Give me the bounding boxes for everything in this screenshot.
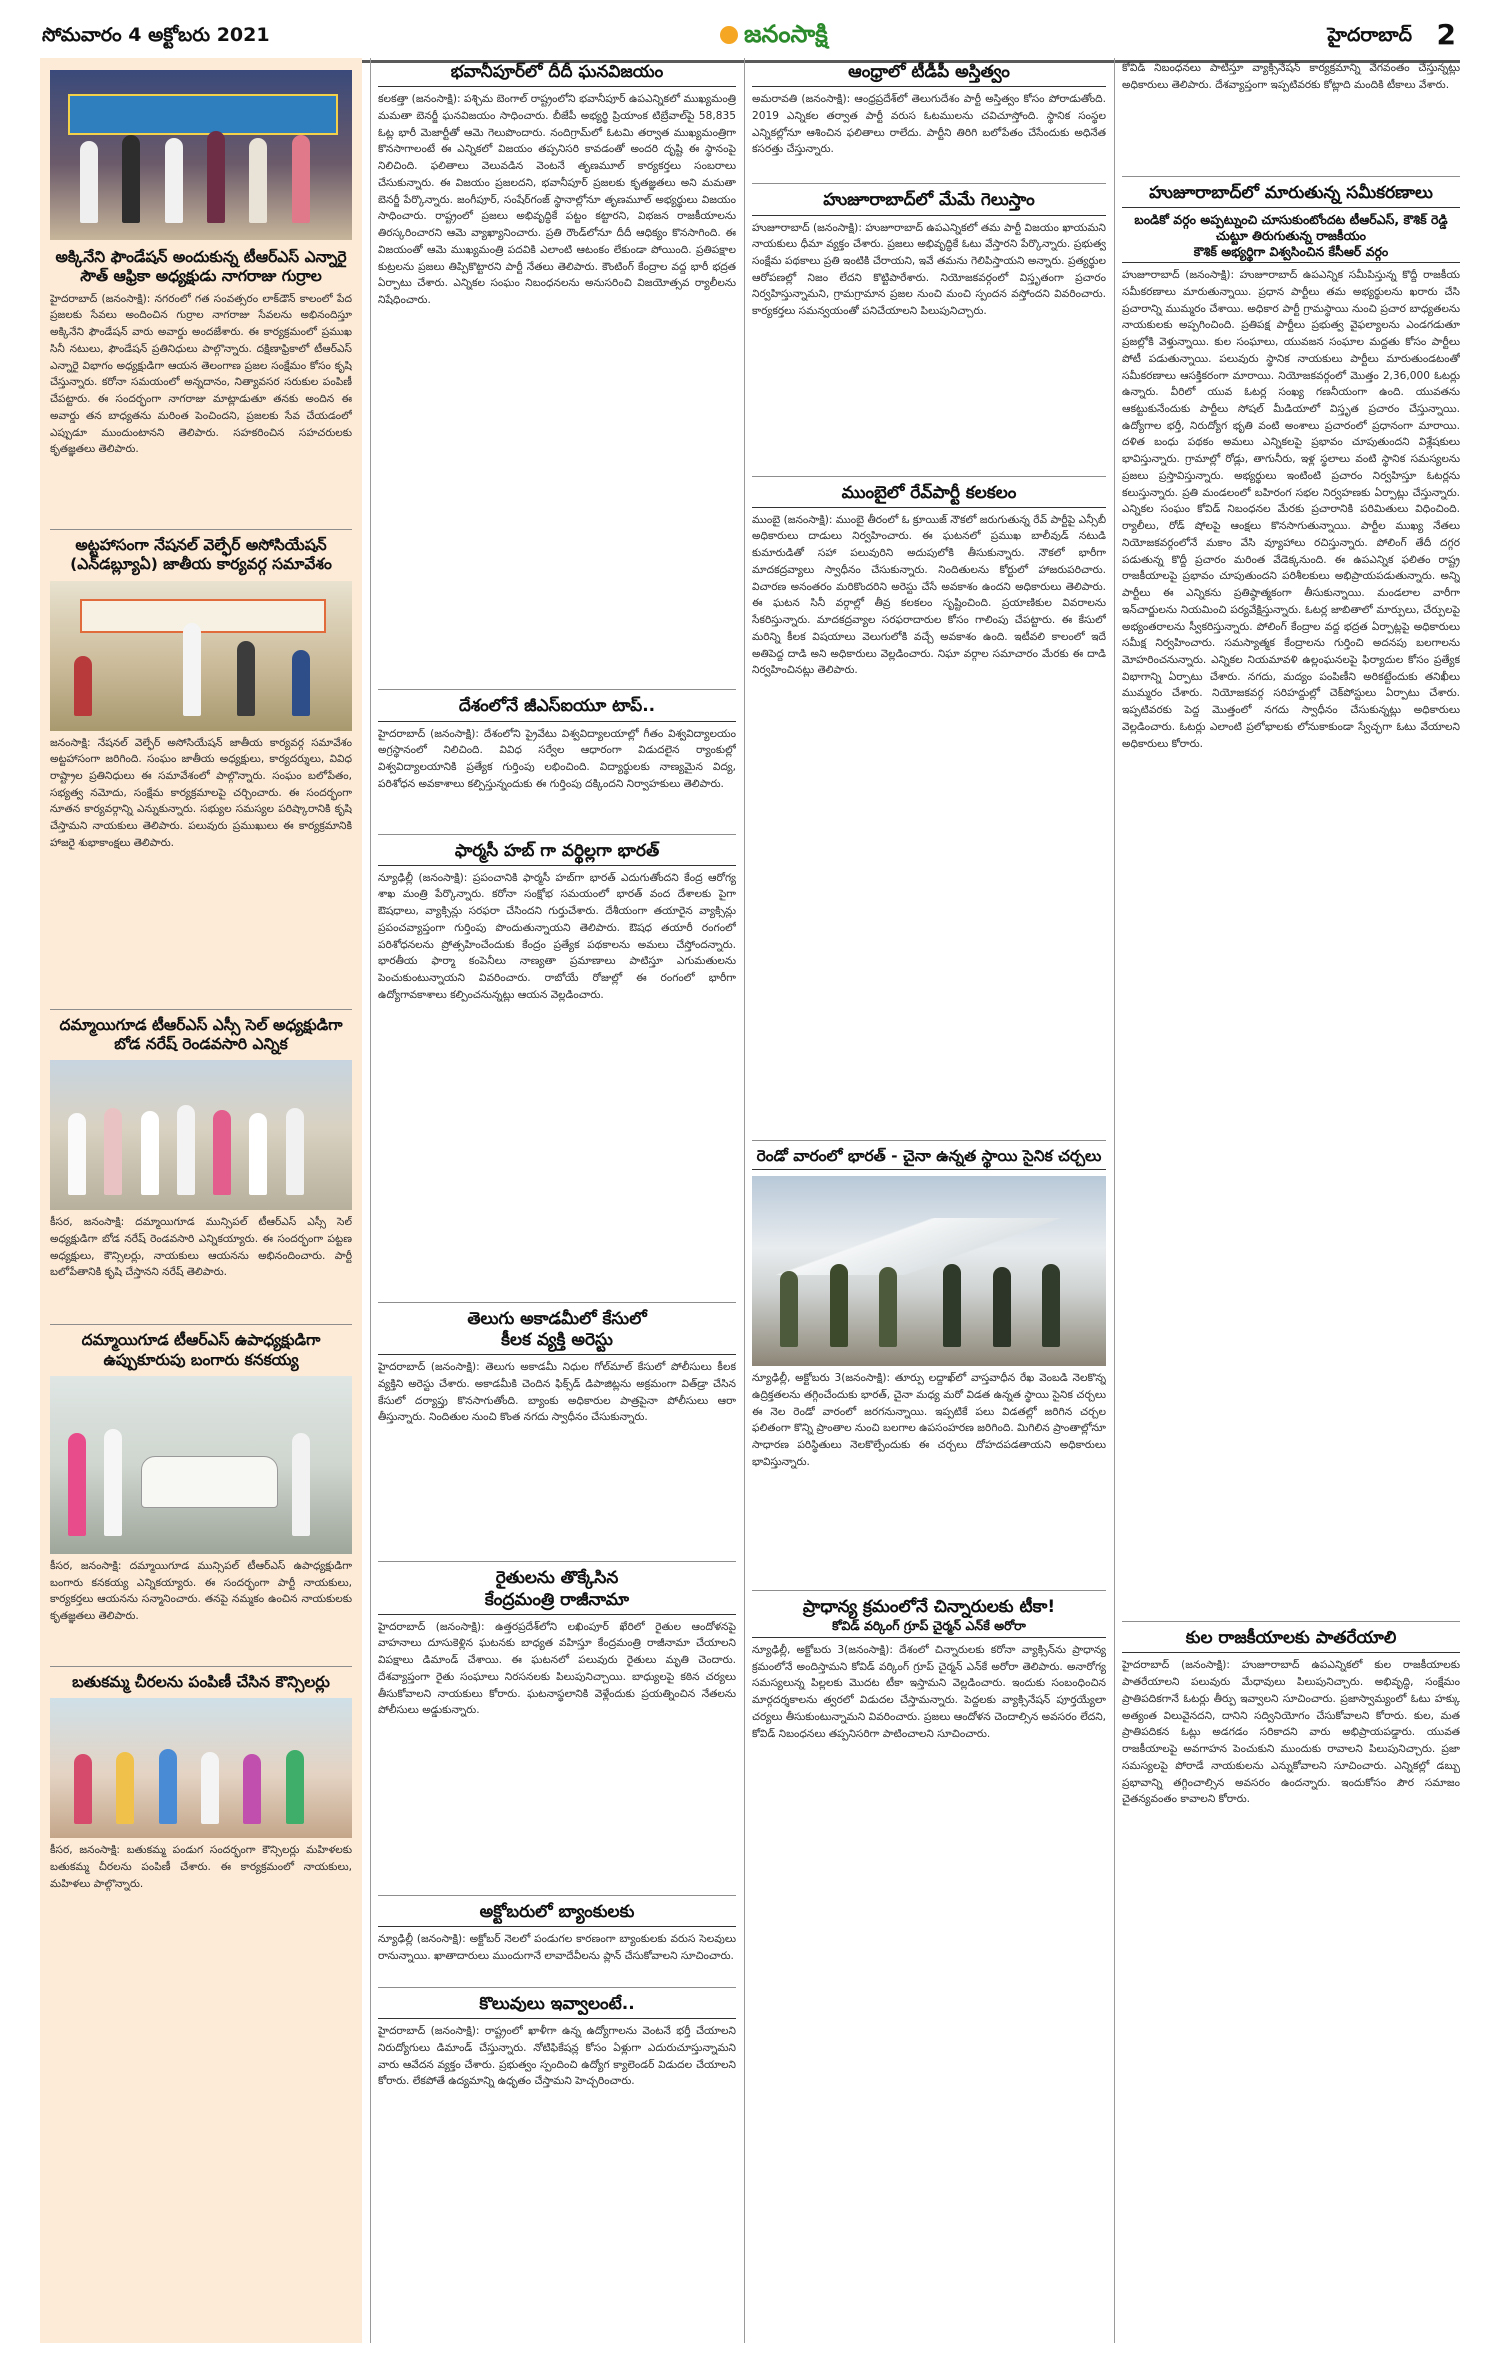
divider	[378, 1895, 736, 1896]
divider	[378, 689, 736, 690]
article-bathukamma: కీసర, జనంసాక్షి: బతుకమ్మ పండుగ సందర్భంగా కౌన్సిలర్లు మహిళలకు బతుకమ్మ చీరలను పంపిణీ చేశారు. ఈ కార్యక్రమంలో నాయకులు, మహిళలు పాల్గొన్నారు.	[50, 1844, 352, 1890]
headline-vice-president: దమ్మాయిగూడ టీఆర్ఎస్ ఉపాధ్యక్షుడిగా ఉప్పుకూరుపు బంగారు కనకయ్య	[81, 1331, 321, 1369]
article-farmers: హైదరాబాద్ (జనంసాక్షి): ఉత్తరప్రదేశ్‌లోని లఖింపూర్ ఖేరిలో రైతుల ఆందోళనపై వాహనాలు దూసుకెళ్లిన ఘటనకు బాధ్యత వహిస్తూ కేంద్రమంత్రి రాజీనామా చేయాలని విపక్షాలు డిమాండ్ చేశాయి. ఈ ఘటనలో పలువురు రైతులు మృతి చెందారు. దేశవ్యాప్తంగా రైతు సంఘాలు నిరసనలకు పిలుపునిచ్చాయి. బాధ్యులపై కఠిన చర్యలు తీసుకోవాలని నాయకులు కోరారు. ఘటనాస్థలానికి వెళ్లేందుకు ప్రయత్నించిన నేతలను పోలీసులు అడ్డుకున్నారు.	[378, 1620, 736, 1717]
article-award: హైదరాబాద్ (జనంసాక్షి): నగరంలో గత సంవత్సరం లాక్‌డౌన్ కాలంలో పేద ప్రజలకు సేవలు అందించిన గుర్రాల నాగరాజు సేవలను అభినందిస్తూ అక్కినేని ఫౌండేషన్ వారు అవార్డు అందజేశారు. ఈ కార్యక్రమంలో ప్రముఖ సినీ నటులు, ఫౌండేషన్ ప్రతినిధులు పాల్గొన్నారు. దక్షిణాఫ్రికాలో టీఆర్ఎస్ ఎన్నారై విభాగం అధ్యక్షుడిగా ఆయన తెలంగాణ ప్రజల సంక్షేమం కోసం కృషి చేస్తున్నారు. కరోనా సమయంలో అన్నదానం, నిత్యావసర సరుకుల పంపిణీ చేపట్టారు. ఈ సందర్భంగా నాగరాజు మాట్లాడుతూ తనకు అందిన ఈ అవార్డు తన బాధ్యతను మరింత పెంచిందని, ప్రజలకు సేవ చేయడంలో ఎప్పుడూ ముందుంటానని తెలిపారు. సహకరించిన సహచరులకు కృతజ్ఞతలు తెలిపారు.	[50, 292, 352, 456]
column-divider	[370, 58, 371, 2343]
article-bhabanipur: కలకత్తా (జనంసాక్షి): పశ్చిమ బెంగాల్ రాష్ట్రంలోని భవానీపూర్ ఉపఎన్నికలో ముఖ్యమంత్రి మమతా బెనర్జీ ఘనవిజయం సాధించారు. బీజేపీ అభ్యర్థి ప్రియాంక టిబ్రేవాల్‌పై 58,835 ఓట్ల భారీ మెజార్టీతో ఆమె గెలుపొందారు. నందిగ్రామ్‌లో ఓటమి తర్వాత ముఖ్యమంత్రిగా కొనసాగాలంటే ఈ ఎన్నికలో విజయం తప్పనిసరి కావడంతో అందరి దృష్టి ఈ స్థానంపై నిలిచింది. ఫలితాలు వెలువడిన వెంటనే తృణమూల్ కార్యకర్తలు సంబరాలు చేసుకున్నారు. ఈ విజయం ప్రజలదని, భవానీపూర్ ప్రజలకు కృతజ్ఞతలు అని మమతా బెనర్జీ పేర్కొన్నారు. జంగీపూర్, సంషేర్‌గంజ్ స్థానాల్లోనూ తృణమూల్ అభ్యర్థులు విజయం సాధించారు. రాష్ట్రంలో ప్రజలు అభివృద్ధికే పట్టం కట్టారని, విభజన రాజకీయాలను తిరస్కరించారని ఆమె వ్యాఖ్యానించారు. ప్రతి రౌండ్‌లోనూ దీదీ ఆధిక్యం కొనసాగింది. ఈ విజయంతో ఆమె ముఖ్యమంత్రి పదవికి ఎలాంటి ఆటంకం లేకుండా పోయింది. ప్రతిపక్షాల కుట్రలను ప్రజలు తిప్పికొట్టారని పార్టీ నేతలు తెలిపారు. కౌంటింగ్ కేంద్రాల వద్ద భారీ భద్రత ఏర్పాటు చేశారు. ఎన్నికల సంఘం నిబంధనలను అనుసరించి విజయోత్సవ ర్యాలీలను నిషేధించారు.	[378, 93, 736, 307]
headline-caste-politics: కుల రాజకీయాలకు పాతరేయాలి	[1122, 1628, 1460, 1653]
article-caste-politics: హైదరాబాద్ (జనంసాక్షి): హుజూరాబాద్ ఉపఎన్నికలో కుల రాజకీయాలకు పాతరేయాలని పలువురు మేధావులు పిలుపునిచ్చారు. అభివృద్ధి, సంక్షేమం ప్రాతిపదికగానే ఓటర్లు తీర్పు ఇవ్వాలని సూచించారు. ప్రజాస్వామ్యంలో ఓటు హక్కు అత్యంత విలువైనదని, దానిని సద్వినియోగం చేసుకోవాలని కోరారు. కుల, మత ప్రాతిపదికన ఓట్లు అడగడం సరికాదని వారు అభిప్రాయపడ్డారు. యువత రాజకీయాలపై అవగాహన పెంచుకుని ముందుకు రావాలని పిలుపునిచ్చారు. ప్రజా సమస్యలపై పోరాడే నాయకులను ఎన్నుకోవాలని సూచించారు. ఎన్నికల్లో డబ్బు ప్రభావాన్ని తగ్గించాల్సిన అవసరం ఉందన్నారు. ఇందుకోసం పౌర సమాజం చైతన్యవంతం కావాలని కోరారు.	[1122, 1659, 1460, 1806]
subhead-child-vaccine: కోవిడ్ వర్కింగ్ గ్రూప్ చైర్మన్ ఎన్‌కే అరోరా	[752, 1618, 1106, 1638]
logo-text: జనంసాక్షి	[744, 20, 828, 48]
divider	[378, 1561, 736, 1562]
newspaper-logo	[720, 20, 828, 54]
page-number: 2	[1436, 18, 1456, 51]
headline-jobs: కొలువులు ఇవ్వాలంటే..	[378, 1994, 736, 2019]
article-gsiu: హైదరాబాద్ (జనంసాక్షి): దేశంలోని ప్రైవేటు విశ్వవిద్యాలయాల్లో గీతం విశ్వవిద్యాలయం అగ్రస్థానంలో నిలిచింది. వివిధ సర్వేల ఆధారంగా విడుదలైన ర్యాంకుల్లో విశ్వవిద్యాలయానికి ప్రత్యేక గుర్తింపు లభించింది. విద్యార్థులకు నాణ్యమైన విద్య, పరిశోధన అవకాశాలు కల్పిస్తున్నందుకు ఈ గుర్తింపు దక్కిందని నిర్వాహకులు తెలిపారు.	[378, 727, 736, 790]
award-photo	[50, 70, 352, 240]
bathukamma-photo	[50, 1698, 352, 1838]
article-rave-party: ముంబై (జనంసాక్షి): ముంబై తీరంలో ఓ క్రూయిజ్ నౌకలో జరుగుతున్న రేవ్ పార్టీపై ఎన్సీబీ అధికారులు దాడులు నిర్వహించారు. ఈ ఘటనలో ప్రముఖ బాలీవుడ్ నటుడి కుమారుడితో సహా పలువురిని అదుపులోకి తీసుకున్నారు. నౌకలో భారీగా మాదకద్రవ్యాలు స్వాధీనం చేసుకున్నారు. నిందితులను కోర్టులో హాజరుపరిచారు. విచారణ అనంతరం మరికొందరిని అరెస్టు చేసే అవకాశం ఉందని అధికారులు తెలిపారు. ఈ ఘటన సినీ వర్గాల్లో తీవ్ర కలకలం సృష్టించింది. ప్రయాణికుల వివరాలను సేకరిస్తున్నారు. మాదకద్రవ్యాల సరఫరాదారుల కోసం గాలింపు చేపట్టారు. ఈ కేసులో మరిన్ని కీలక విషయాలు వెలుగులోకి వచ్చే అవకాశం ఉంది. ఇటీవలి కాలంలో ఇదే అతిపెద్ద దాడి అని అధికారులు వెల్లడించారు. నిఘా వర్గాల సమాచారం మేరకు ఈ దాడి నిర్వహించినట్లు తెలిపారు.	[752, 513, 1106, 677]
article-telugu-academy: హైదరాబాద్ (జనంసాక్షి): తెలుగు అకాడమీ నిధుల గోల్‌మాల్ కేసులో పోలీసులు కీలక వ్యక్తిని అరెస్టు చేశారు. అకాడమీకి చెందిన ఫిక్స్‌డ్ డిపాజిట్లను అక్రమంగా విత్‌డ్రా చేసిన కేసులో దర్యాప్తు కొనసాగుతోంది. బ్యాంకు అధికారుల పాత్రపైనా పోలీసులు ఆరా తీస్తున్నారు. నిందితుల నుంచి కొంత నగదు స్వాధీనం చేసుకున్నారు.	[378, 1361, 736, 1424]
divider	[1122, 176, 1460, 177]
article-vice-president: కీసర, జనంసాక్షి: దమ్మాయిగూడ మున్సిపల్ టీఆర్ఎస్ ఉపాధ్యక్షుడిగా బంగారు కనకయ్య ఎన్నికయ్యారు. ఈ సందర్భంగా పార్టీ నాయకులు, కార్యకర్తలు ఆయనను సన్మానించారు. తనపై నమ్మకం ఉంచిన నాయకులకు కృతజ్ఞతలు తెలిపారు.	[50, 1560, 352, 1623]
car-shape	[141, 1456, 279, 1508]
newspaper-page	[40, 58, 1460, 2343]
article-nwa: జనంసాక్షి: నేషనల్ వెల్ఫేర్ అసోసియేషన్ జాతీయ కార్యవర్గ సమావేశం అట్టహాసంగా జరిగింది. సంఘం జాతీయ అధ్యక్షులు, కార్యదర్శులు, వివిధ రాష్ట్రాల ప్రతినిధులు ఈ సమావేశంలో పాల్గొన్నారు. సంఘం బలోపేతం, సభ్యత్వ నమోదు, సంక్షేమ కార్యక్రమాలపై చర్చించారు. ఈ సందర్భంగా నూతన కార్యవర్గాన్ని ఎన్నుకున్నారు. సభ్యుల సమస్యల పరిష్కారానికి కృషి చేస్తామని నాయకులు తెలిపారు. పలువురు ప్రముఖులు ఈ కార్యక్రమానికి హాజరై శుభాకాంక్షలు తెలిపారు.	[50, 736, 352, 849]
headline-pharmacy: ఫార్మసీ హబ్ గా వర్థిల్లగా భారత్	[378, 841, 736, 866]
soldiers-photo	[752, 1176, 1106, 1366]
headline-telugu-academy-2: కీలక వ్యక్తి అరెస్టు	[378, 1330, 736, 1355]
divider	[50, 529, 352, 530]
headline-gsiu: దేశంలోనే జీఎస్‌ఐయూ టాప్..	[378, 696, 736, 721]
headline-rave-party: ముంబైలో రేవ్‌పార్టీ కలకలం	[752, 483, 1106, 508]
article-huzurabad-equations: హుజూరాబాద్ (జనంసాక్షి): హుజూరాబాద్ ఉపఎన్నిక సమీపిస్తున్న కొద్దీ రాజకీయ సమీకరణాలు మారుతున్నాయి. ప్రధాన పార్టీలు తమ అభ్యర్థులను ఖరారు చేసి ప్రచారాన్ని ముమ్మరం చేశాయి. అధికార పార్టీ గ్రామస్థాయి నుంచి ప్రచార బాధ్యతలను నాయకులకు అప్పగించింది. ప్రతిపక్ష పార్టీలు ప్రభుత్వ వైఫల్యాలను ఎండగడుతూ ప్రజల్లోకి వెళ్తున్నాయి. కుల సంఘాలు, యువజన సంఘాల మద్దతు కోసం పార్టీలు పోటీ పడుతున్నాయి. పలువురు స్థానిక నాయకులు పార్టీలు మారుతుండటంతో సమీకరణాలు ఆసక్తికరంగా మారాయి. నియోజకవర్గంలో మొత్తం 2,36,000 ఓటర్లు ఉన్నారు. వీరిలో యువ ఓటర్ల సంఖ్య గణనీయంగా ఉంది. యువతను ఆకట్టుకునేందుకు పార్టీలు సోషల్ మీడియాలో విస్తృత ప్రచారం చేస్తున్నాయి. ఉద్యోగాల భర్తీ, నిరుద్యోగ భృతి వంటి అంశాలు ప్రచారంలో ప్రధానంగా మారాయి. దళిత బంధు పథకం అమలు ఎన్నికలపై ప్రభావం చూపుతుందని విశ్లేషకులు భావిస్తున్నారు. గ్రామాల్లో రోడ్లు, తాగునీరు, ఇళ్ల స్థలాలు వంటి స్థానిక సమస్యలను ప్రజలు ప్రస్తావిస్తున్నారు. అభ్యర్థులు ఇంటింటి ప్రచారం నిర్వహిస్తూ ఓటర్లను కలుస్తున్నారు. ప్రతి మండలంలో బహిరంగ సభల నిర్వహణకు ఏర్పాట్లు చేస్తున్నారు. ఎన్నికల సంఘం కోవిడ్ నిబంధనల మేరకు ప్రచారానికి పరిమితులు విధించింది. ర్యాలీలు, రోడ్ షోలపై ఆంక్షలు కొనసాగుతున్నాయి. పార్టీల ముఖ్య నేతలు నియోజకవర్గంలోనే మకాం వేసి వ్యూహాలు రచిస్తున్నారు. పోలింగ్ తేదీ దగ్గర పడుతున్న కొద్దీ ప్రచారం మరింత వేడెక్కనుంది. ఈ ఉపఎన్నిక ఫలితం రాష్ట్ర రాజకీయాలపై ప్రభావం చూపుతుందని పరిశీలకులు అభిప్రాయపడుతున్నారు. అన్ని పార్టీలు ఈ ఎన్నికను ప్రతిష్ఠాత్మకంగా తీసుకున్నాయి. మండలాల వారీగా ఇన్‌చార్జులను నియమించి పర్యవేక్షిస్తున్నారు. ఓటర్ల జాబితాలో మార్పులు, చేర్పులపై అభ్యంతరాలను స్వీకరిస్తున్నారు. పోలింగ్ కేంద్రాల వద్ద భద్రత ఏర్పాట్లపై అధికారులు సమీక్ష నిర్వహించారు. సమస్యాత్మక కేంద్రాలను గుర్తించి అదనపు బలగాలను మోహరించనున్నారు. ఎన్నికల నియమావళి ఉల్లంఘనలపై ఫిర్యాదుల కోసం ప్రత్యేక విభాగాన్ని ఏర్పాటు చేశారు. నగదు, మద్యం పంపిణీని అరికట్టేందుకు తనిఖీలు ముమ్మరం చేశారు. నియోజకవర్గ సరిహద్దుల్లో చెక్‌పోస్టులు ఏర్పాటు చేశారు. ఇప్పటివరకు పెద్ద మొత్తంలో నగదు స్వాధీనం చేసుకున్నట్లు అధికారులు వెల్లడించారు. ఓటర్లు ఎలాంటి ప్రలోభాలకు లోనుకాకుండా స్వేచ్ఛగా ఓటు వేయాలని అధికారులు కోరారు.	[1122, 269, 1460, 750]
article-sc-cell: కీసర, జనంసాక్షి: దమ్మాయిగూడ మున్సిపల్ టీఆర్ఎస్ ఎస్సీ సెల్ అధ్యక్షుడిగా బోడ నరేష్ రెండవసారి ఎన్నికయ్యారు. ఈ సందర్భంగా పట్టణ అధ్యక్షులు, కౌన్సిలర్లు, నాయకులు ఆయనను అభినందించారు. పార్టీ బలోపేతానికి కృషి చేస్తానని నరేష్ తెలిపారు.	[50, 1216, 352, 1279]
divider	[378, 1987, 736, 1988]
column-2	[378, 58, 736, 2291]
article-jobs: హైదరాబాద్ (జనంసాక్షి): రాష్ట్రంలో ఖాళీగా ఉన్న ఉద్యోగాలను వెంటనే భర్తీ చేయాలని నిరుద్యోగులు డిమాండ్ చేస్తున్నారు. నోటిఫికేషన్ల కోసం ఏళ్లుగా ఎదురుచూస్తున్నామని వారు ఆవేదన వ్యక్తం చేశారు. ప్రభుత్వం స్పందించి ఉద్యోగ క్యాలెండర్ విడుదల చేయాలని కోరారు. లేకపోతే ఉద్యమాన్ని ఉధృతం చేస్తామని హెచ్చరించారు.	[378, 2025, 736, 2088]
headline-farmers: రైతులను తొక్కేసిన	[495, 1568, 619, 1589]
headline-telugu-academy: తెలుగు అకాడమీలో కేసులో	[467, 1308, 647, 1329]
headline-award: అక్కినేని ఫౌండేషన్ అందుకున్న టీఆర్ఎస్ ఎన్నారై సౌత్ ఆఫ్రికా అధ్యక్షుడు నాగరాజు గుర్రాల	[55, 248, 347, 286]
meeting-banner	[80, 599, 326, 633]
stage-banner	[68, 94, 338, 135]
divider	[752, 1590, 1106, 1591]
article-child-vaccine: న్యూఢిల్లీ, అక్టోబరు 3(జనంసాక్షి): దేశంలో చిన్నారులకు కరోనా వ్యాక్సిన్‌ను ప్రాధాన్య క్రమంలోనే అందిస్తామని కోవిడ్ వర్కింగ్ గ్రూప్ చైర్మన్ ఎన్‌కే అరోరా తెలిపారు. అనారోగ్య సమస్యలున్న పిల్లలకు మొదట టీకా ఇస్తామని వెల్లడించారు. ఇందుకు సంబంధించిన మార్గదర్శకాలను త్వరలో విడుదల చేస్తామన్నారు. పెద్దలకు వ్యాక్సినేషన్ పూర్తయ్యేలా చర్యలు తీసుకుంటున్నామని వివరించారు. ప్రజలు ఆందోళన చెందాల్సిన అవసరం లేదని, కోవిడ్ నిబంధనలు తప్పనిసరిగా పాటించాలని సూచించారు.	[752, 1644, 1106, 1740]
column-divider	[1114, 58, 1115, 2343]
headline-bathukamma: బతుకమ్మ చీరలను పంపిణీ చేసిన కౌన్సిలర్లు	[72, 1673, 330, 1691]
masthead	[40, 18, 1460, 63]
column-1	[40, 58, 362, 2343]
divider	[378, 834, 736, 835]
article-tdp: అమరావతి (జనంసాక్షి): ఆంధ్రప్రదేశ్‌లో తెలుగుదేశం పార్టీ అస్తిత్వం కోసం పోరాడుతోంది. 2019 ఎన్నికల తర్వాత పార్టీ వరుస ఓటములను చవిచూస్తోంది. స్థానిక సంస్థల ఎన్నికల్లోనూ ఆశించిన ఫలితాలు రాలేదు. పార్టీని తిరిగి బలోపేతం చేసేందుకు అధినేత కసరత్తు చేస్తున్నారు.	[752, 93, 1106, 156]
divider	[50, 1324, 352, 1325]
headline-farmers-2: కేంద్రమంత్రి రాజీనామా	[378, 1590, 736, 1615]
headline-india-china: రెండో వారంలో భారత్ - చైనా ఉన్నత స్థాయి సైనిక చర్చలు	[752, 1147, 1106, 1170]
edition-city: హైదరాబాద్	[1327, 24, 1412, 46]
headline-huzurabad-equations: హుజూరాబాద్‌లో మారుతున్న సమీకరణాలు	[1122, 183, 1460, 208]
divider	[50, 1009, 352, 1010]
divider	[378, 1302, 736, 1303]
divider	[752, 1140, 1106, 1141]
article-india-china: న్యూఢిల్లీ, అక్టోబరు 3(జనంసాక్షి): తూర్పు లద్దాఖ్‌లో వాస్తవాధీన రేఖ వెంబడి నెలకొన్న ఉద్రిక్తతలను తగ్గించేందుకు భారత్, చైనా మధ్య మరో విడత ఉన్నత స్థాయి సైనిక చర్చలు ఈ నెల రెండో వారంలో జరగనున్నాయి. ఇప్పటికే పలు విడతల్లో జరిగిన చర్చల ఫలితంగా కొన్ని ప్రాంతాల నుంచి బలగాల ఉపసంహరణ జరిగింది. మిగిలిన ప్రాంతాల్లోనూ సాధారణ పరిస్థితులు నెలకొల్పేందుకు ఈ చర్చలు దోహదపడతాయని అధికారులు భావిస్తున్నారు.	[752, 1372, 1106, 1468]
headline-banks: అక్టోబరులో బ్యాంకులకు	[378, 1902, 736, 1927]
article-vaccine-continued: కోవిడ్ నిబంధనలు పాటిస్తూ వ్యాక్సినేషన్ కార్యక్రమాన్ని వేగవంతం చేస్తున్నట్లు అధికారులు తెలిపారు. దేశవ్యాప్తంగా ఇప్పటివరకు కోట్లాది మందికి టీకాలు వేశారు.	[1122, 62, 1460, 91]
divider	[752, 476, 1106, 477]
article-banks: న్యూఢిల్లీ (జనంసాక్షి): అక్టోబర్ నెలలో పండుగల కారణంగా బ్యాంకులకు వరుస సెలవులు రానున్నాయి. ఖాతాదారులు ముందుగానే లావాదేవీలను ప్లాన్ చేసుకోవాలని సూచించారు.	[378, 1933, 736, 1962]
divider	[50, 1666, 352, 1667]
subhead-huzurabad-2: కౌశిక్ అభ్యర్థిగా విశ్వసించిన కేసీఆర్ వర్గం	[1122, 244, 1460, 264]
vice-president-photo	[50, 1376, 352, 1554]
column-4	[1122, 58, 1460, 2241]
sun-icon	[720, 26, 738, 44]
divider	[752, 183, 1106, 184]
headline-bhabanipur: భవానీపూర్‌లో దీదీ ఘనవిజయం	[378, 62, 736, 87]
headline-child-vaccine: ప్రాధాన్య క్రమంలోనే చిన్నారులకు టీకా!	[802, 1597, 1056, 1618]
headline-huzurabad-win: హుజూరాబాద్‌లో మేమే గెలుస్తాం	[752, 190, 1106, 215]
headline-nwa: అట్టహాసంగా నేషనల్ వెల్ఫేర్ అసోసియేషన్ (ఎన్‌డబ్ల్యూఏ) జాతీయ కార్యవర్గ సమావేశం	[70, 535, 332, 574]
column-3	[752, 58, 1106, 2226]
article-huzurabad-win: హుజూరాబాద్ (జనంసాక్షి): హుజూరాబాద్ ఉపఎన్నికలో తమ పార్టీ విజయం ఖాయమని నాయకులు ధీమా వ్యక్తం చేశారు. ప్రజలు అభివృద్ధికే ఓటు వేస్తారని పేర్కొన్నారు. ప్రభుత్వ సంక్షేమ పథకాలు ప్రతి ఇంటికి చేరాయని, ఇవే తమను గెలిపిస్తాయని అన్నారు. ప్రత్యర్థుల ఆరోపణల్లో నిజం లేదని కొట్టిపారేశారు. నియోజకవర్గంలో విస్తృతంగా ప్రచారం నిర్వహిస్తున్నామని, గ్రామగ్రామాన ప్రజల నుంచి మంచి స్పందన వస్తోందని వివరించారు. కార్యకర్తలు సమన్వయంతో పనిచేయాలని పిలుపునిచ్చారు.	[752, 221, 1106, 318]
meeting-photo	[50, 581, 352, 731]
headline-tdp: ఆంధ్రాలో టీడీపీ అస్తిత్వం	[752, 62, 1106, 87]
issue-date: సోమవారం 4 అక్టోబరు 2021	[42, 24, 270, 46]
column-divider	[744, 58, 745, 2343]
headline-sc-cell: దమ్మాయిగూడ టీఆర్ఎస్ ఎస్సీ సెల్ అధ్యక్షుడిగా బోడ నరేష్ రెండవసారి ఎన్నిక	[59, 1015, 343, 1053]
article-pharmacy: న్యూఢిల్లీ (జనంసాక్షి): ప్రపంచానికి ఫార్మసీ హబ్‌గా భారత్ ఎదుగుతోందని కేంద్ర ఆరోగ్య శాఖ మంత్రి పేర్కొన్నారు. కరోనా సంక్షోభ సమయంలో భారత్ వంద దేశాలకు పైగా ఔషధాలు, వ్యాక్సిన్లు సరఫరా చేసిందని గుర్తుచేశారు. దేశీయంగా తయారైన వ్యాక్సిన్లు ప్రపంచవ్యాప్తంగా గుర్తింపు పొందుతున్నాయని తెలిపారు. ఔషధ తయారీ రంగంలో పరిశోధనలను ప్రోత్సహించేందుకు కేంద్రం ప్రత్యేక పథకాలను అమలు చేస్తోందన్నారు. భారతీయ ఫార్మా కంపెనీలు నాణ్యతా ప్రమాణాలు పాటిస్తూ ఎగుమతులను పెంచుకుంటున్నాయని వివరించారు. రాబోయే రోజుల్లో ఈ రంగంలో భారీగా ఉద్యోగావకాశాలు కల్పించనున్నట్లు ఆయన వెల్లడించారు.	[378, 871, 736, 1001]
sc-cell-photo	[50, 1060, 352, 1210]
subhead-huzurabad-1: బండికో వర్గం అప్పట్నుంచి చూసుకుంటోందట టీఆర్ఎస్, కౌశిక్ రెడ్డి చుట్టూ తిరుగుతున్న రాజకీయం	[1134, 212, 1448, 243]
divider	[1122, 1621, 1460, 1622]
